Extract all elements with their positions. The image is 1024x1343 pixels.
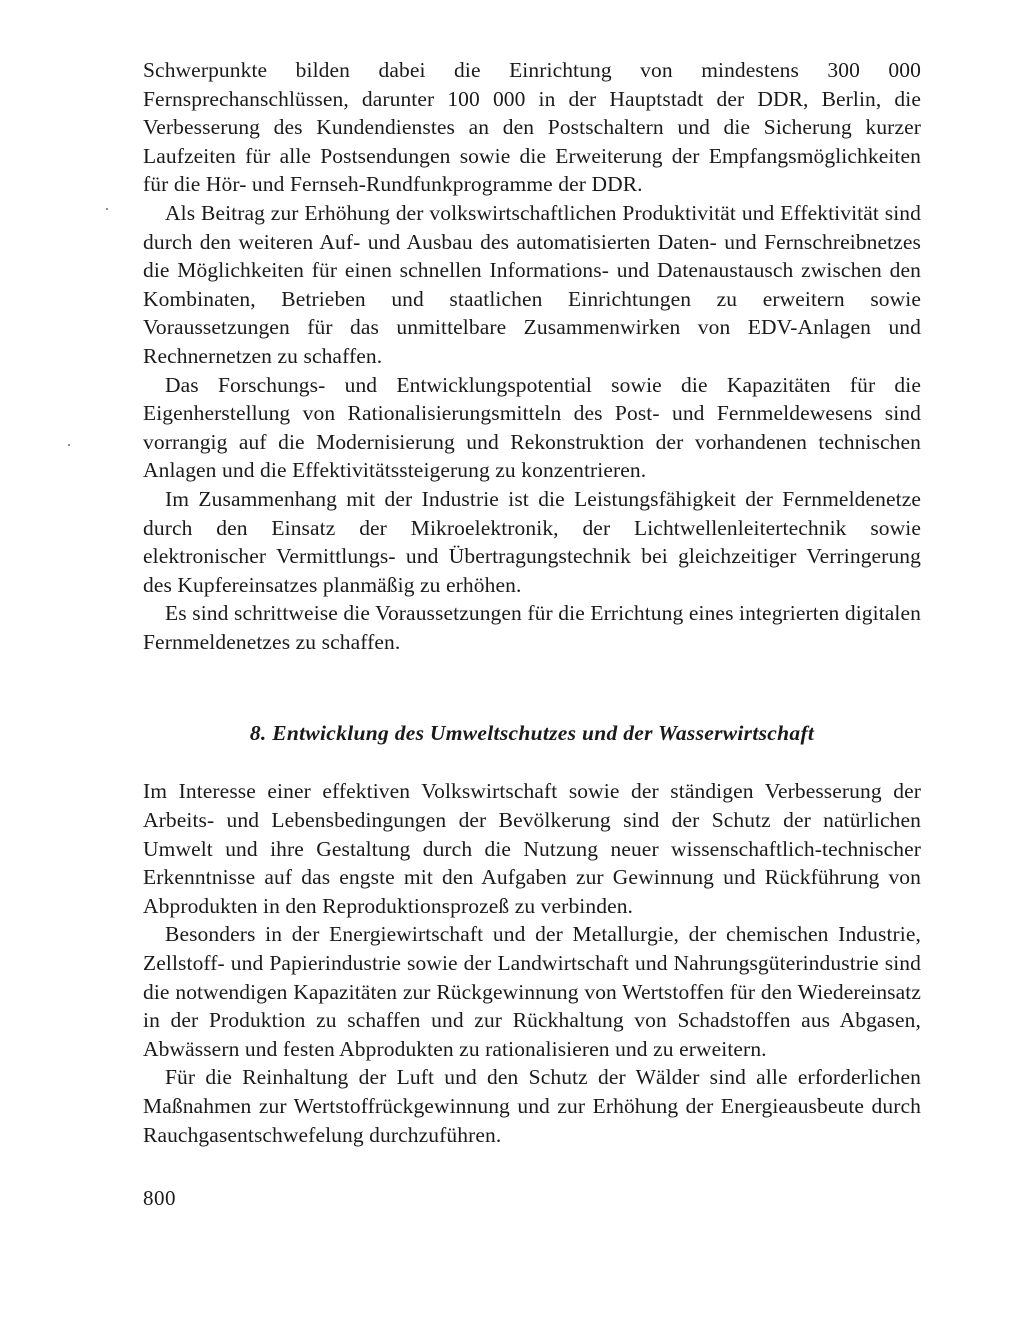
paragraph-telephone-connections: Schwerpunkte bilden dabei die Einrichtung von mindestens 300 000 Fernsprechanschlüssen, darunter 100 000 in der Hauptstadt der DDR, Berlin, die Verbesserung des Kundendienstes an den Postschaltern und die Sicherung kurzer Laufzeiten für alle Postsendungen sowie die Erweiterung der Empfangsmöglichkeiten für die Hör- und Fernseh-Rundfunkprogramme der DDR. — [143, 58, 921, 197]
paragraph-research-potential: Das Forschungs- und Entwicklungspotential sowie die Kapazitäten für die Eigenherstellung von Rationalisierungsmitteln des Post- und Fernmeldewesens sind vorrangig auf die Modernisierung und Rekonstruktion der vorhandenen technischen Anlagen und die Effektivitätssteigerung zu konzentrieren. — [143, 372, 921, 483]
page-number: 800 — [143, 1186, 176, 1210]
paragraph-environment-intro: Im Interesse einer effektiven Volkswirtschaft sowie der ständigen Verbesserung der Arbeits- und Lebensbedingungen der Bevölkerung sind der Schutz der natürlichen Umwelt und ihre Gestaltung durch die Nutzung neuer wissenschaftlich-technischer Erkenntnisse auf das engste mit den Aufgaben zur Gewinnung und Rückführung von Abprodukten in den Reproduktionsprozeß zu verbinden. — [143, 779, 921, 918]
paragraph-air-forest: Für die Reinhaltung der Luft und den Schutz der Wälder sind alle erforderlichen Maßnahmen zur Wertstoffrückgewinnung und zur Erhöhung der Energieausbeute durch Rauchgasentschwefelung durchzuführen. — [143, 1065, 921, 1147]
scan-speck — [106, 208, 108, 210]
paragraph-digital-network: Es sind schrittweise die Voraussetzungen für die Errichtung eines integrierten digitalen Fernmeldenetzes zu schaffen. — [143, 601, 921, 654]
paragraph-data-network: Als Beitrag zur Erhöhung der volkswirtschaftlichen Produktivität und Effektivität sind durch den weiteren Auf- und Ausbau des automatisierten Daten- und Fernschreibnetzes die Möglichkeiten für einen schnellen Informations- und Datenaustausch zwischen den Kombinaten, Betrieben und staatlichen Einrichtungen zu erweitern sowie Voraussetzungen für das unmittelbare Zusammenwirken von EDV-Anlagen und Rechnernetzen zu schaffen. — [143, 200, 921, 368]
section-heading: 8. Entwicklung des Umweltschutzes und der Wasserwirtschaft — [249, 721, 815, 746]
paragraph-industry-capacities: Besonders in der Energiewirtschaft und der Metallurgie, der chemischen Industrie, Zellstoff- und Papierindustrie sowie der Landwirtschaft und Nahrungsgüterindustrie sind die notwendigen Kapazitäten zur Rückgewinnung von Wertstoffen für den Wiedereinsatz in der Produktion zu schaffen und zur Rückhaltung von Schadstoffen aus Abgasen, Abwässern und festen Abprodukten zu rationalisieren und zu erweitern. — [143, 922, 921, 1061]
paragraph-microelectronics: Im Zusammenhang mit der Industrie ist die Leistungsfähigkeit der Fernmeldenetze durch den Einsatz der Mikroelektronik, der Lichtwellenleitertechnik sowie elektronischer Vermittlungs- und Übertragungstechnik bei gleichzeitiger Verringerung des Kupfereinsatzes planmäßig zu erhöhen. — [143, 486, 921, 597]
scan-speck — [68, 444, 70, 446]
document-page — [143, 56, 921, 1149]
